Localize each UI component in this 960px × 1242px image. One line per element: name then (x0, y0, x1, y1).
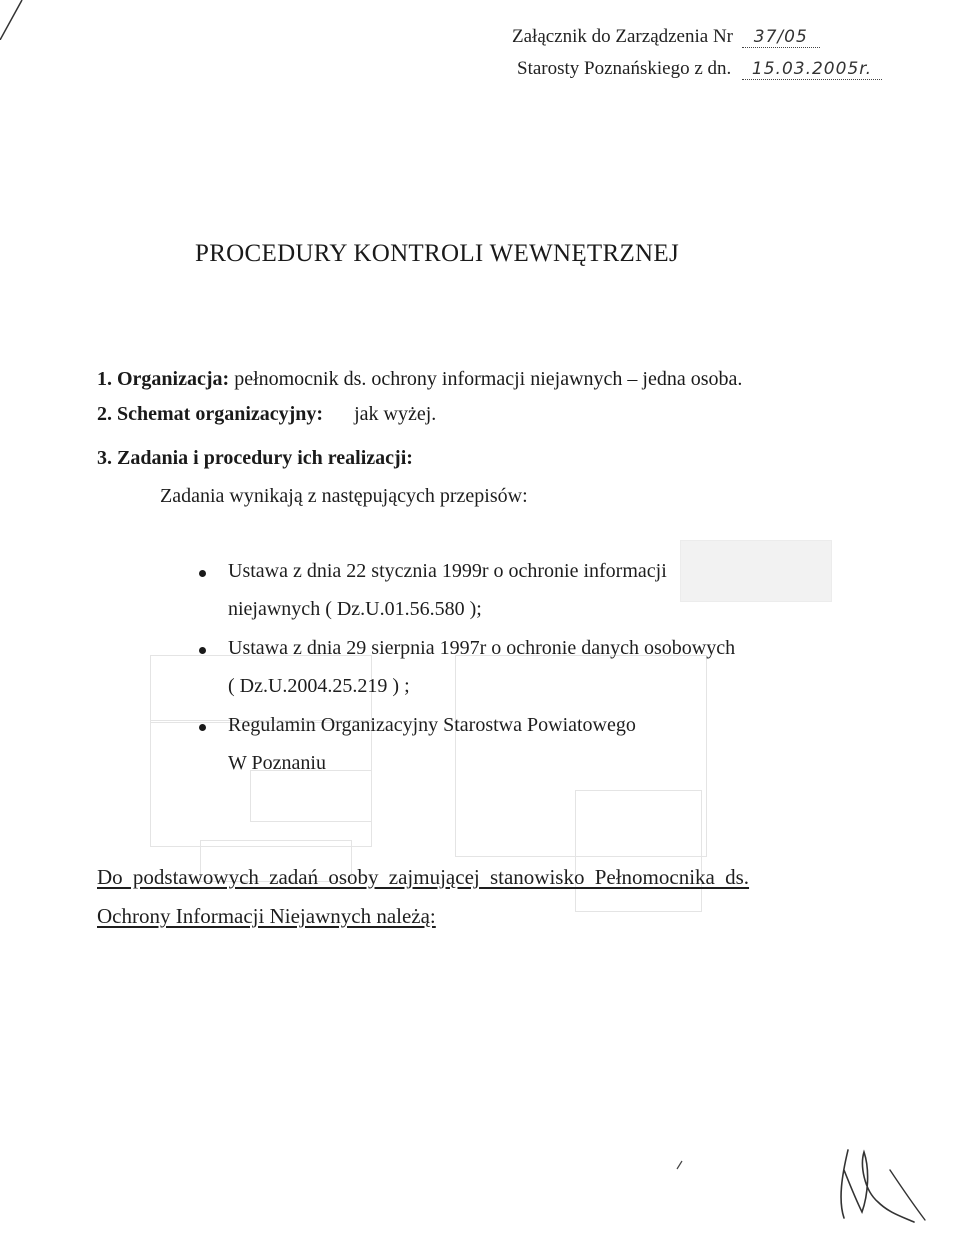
issuer-label: Starosty Poznańskiego z dn. (517, 58, 732, 79)
list-item-line-1: Ustawa z dnia 22 stycznia 1999r o ochronie informacji (228, 560, 667, 582)
section-heading: Schemat organizacyjny: (117, 403, 324, 425)
order-number: 37/05 (742, 27, 820, 48)
bullet-icon (199, 570, 206, 577)
list-item-line-2: ( Dz.U.2004.25.219 ) ; (228, 675, 410, 697)
attachment-line-1 (512, 26, 820, 48)
list-item-line-1: Regulamin Organizacyjny Starostwa Powiatowego (228, 714, 636, 736)
pen-mark (676, 1160, 684, 1170)
order-date: 15.03.2005r. (742, 59, 882, 80)
attachment-label: Załącznik do Zarządzenia Nr (512, 26, 734, 47)
corner-scan-mark (0, 0, 30, 40)
list-item-line-2: niejawnych ( Dz.U.01.56.580 ); (228, 598, 482, 620)
section-text: jak wyżej. (354, 403, 437, 425)
section-1 (97, 368, 742, 391)
section-number: 1. (97, 368, 112, 390)
intro-text: Zadania wynikają z następujących przepisów: (160, 485, 528, 507)
list-item-line-2: W Poznaniu (228, 752, 326, 774)
section-heading: Zadania i procedury ich realizacji: (117, 447, 413, 469)
section-heading: Organizacja: (117, 368, 230, 390)
handwritten-signature (830, 1130, 940, 1230)
closing-line-2: Ochrony Informacji Niejawnych należą: (97, 904, 436, 928)
section-number: 2. (97, 403, 112, 425)
section-number: 3. (97, 447, 112, 469)
section-3 (97, 447, 413, 470)
list-item-line-1: Ustawa z dnia 29 sierpnia 1997r o ochronie danych osobowych (228, 637, 736, 659)
bullet-icon (199, 647, 206, 654)
section-text: pełnomocnik ds. ochrony informacji niejawnych – jedna osoba. (234, 368, 743, 390)
attachment-line-2 (517, 58, 882, 80)
section-2 (97, 403, 436, 426)
bullet-icon (199, 724, 206, 731)
closing-line-1: Do podstawowych zadań osoby zajmującej stanowisko Pełnomocnika ds. (97, 865, 750, 889)
document-title: PROCEDURY KONTROLI WEWNĘTRZNEJ (195, 240, 679, 267)
